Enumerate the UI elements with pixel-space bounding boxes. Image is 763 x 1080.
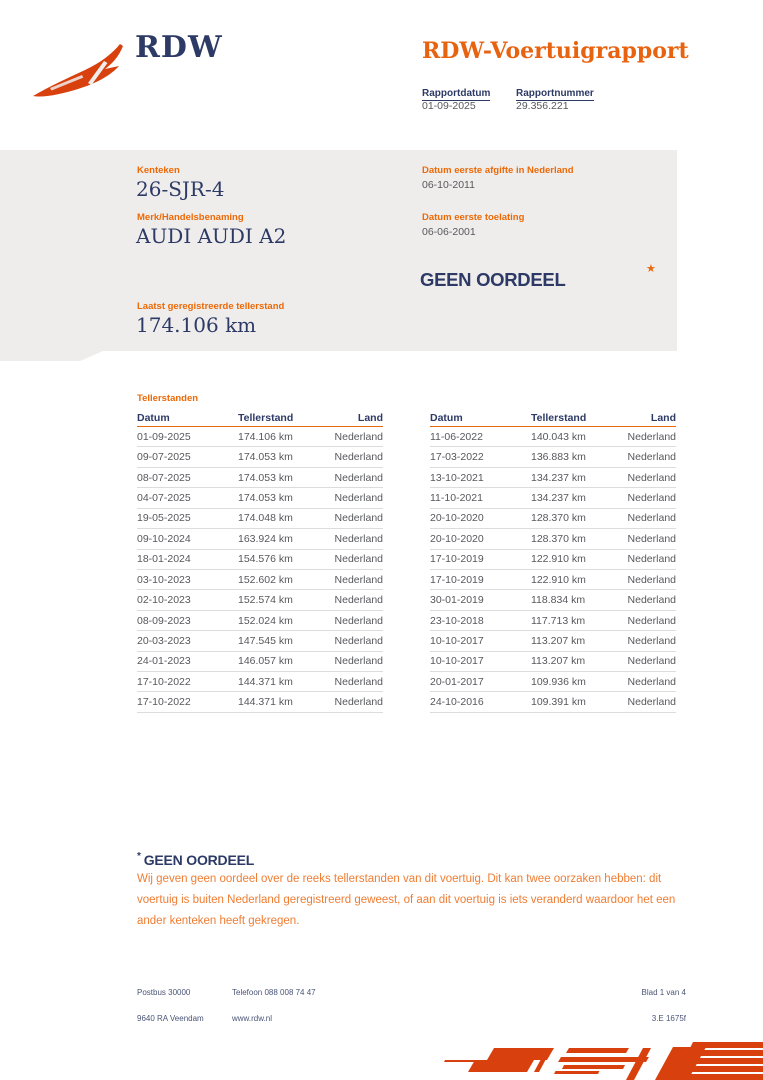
report-date-value: 01-09-2025 (422, 100, 476, 112)
table-row (430, 509, 676, 529)
eerste-toelating-label: Datum eerste toelating (422, 212, 525, 223)
table-row (430, 447, 676, 467)
table-row (430, 631, 676, 651)
cell-km: 122.910 km (531, 573, 586, 586)
cell-land: Nederland (334, 491, 383, 504)
cell-date: 01-09-2025 (137, 430, 191, 443)
cell-date: 03-10-2023 (137, 573, 191, 586)
table-header-row (430, 410, 676, 427)
table-row (137, 427, 383, 447)
cell-km: 152.574 km (238, 594, 293, 607)
cell-date: 17-10-2019 (430, 553, 484, 566)
summary-box-notch (0, 351, 103, 361)
cell-date: 08-09-2023 (137, 614, 191, 627)
cell-date: 10-10-2017 (430, 655, 484, 668)
cell-land: Nederland (334, 573, 383, 586)
cell-date: 18-01-2024 (137, 553, 191, 566)
cell-km: 174.053 km (238, 491, 293, 504)
cell-km: 154.576 km (238, 553, 293, 566)
page-title: RDW-Voertuigrapport (422, 38, 689, 64)
footnote-heading (137, 851, 254, 868)
cell-date: 11-06-2022 (430, 430, 483, 443)
cell-km: 113.207 km (531, 634, 586, 647)
table-header-row (137, 410, 383, 427)
cell-km: 140.043 km (531, 430, 586, 443)
table-body-left (137, 427, 383, 713)
cell-km: 163.924 km (238, 532, 293, 545)
footnote-title-text: GEEN OORDEEL (143, 852, 255, 868)
table-row (430, 550, 676, 570)
cell-date: 19-05-2025 (137, 512, 191, 525)
footer-website: www.rdw.nl (232, 1014, 273, 1023)
cell-km: 152.602 km (238, 573, 293, 586)
cell-date: 24-10-2016 (430, 696, 484, 709)
summary-box-background (0, 150, 677, 351)
cell-land: Nederland (627, 532, 676, 545)
cell-date: 23-10-2018 (430, 614, 484, 627)
cell-land: Nederland (627, 573, 676, 586)
table-row (430, 590, 676, 610)
cell-land: Nederland (334, 451, 383, 464)
table-row (430, 611, 676, 631)
cell-km: 174.053 km (238, 471, 293, 484)
cell-land: Nederland (334, 471, 383, 484)
table-row (430, 468, 676, 488)
cell-date: 20-10-2020 (430, 532, 484, 545)
cell-km: 134.237 km (531, 491, 586, 504)
table-row (137, 509, 383, 529)
cell-date: 04-07-2025 (137, 491, 191, 504)
cell-land: Nederland (334, 634, 383, 647)
tellerstand-value: 174.106 km (136, 313, 257, 337)
cell-date: 17-03-2022 (430, 451, 484, 464)
table-row (430, 652, 676, 672)
cell-km: 128.370 km (531, 512, 586, 525)
merk-value: AUDI AUDI A2 (136, 224, 287, 248)
cell-date: 30-01-2019 (430, 594, 484, 607)
column-header-land: Land (357, 412, 383, 424)
cell-land: Nederland (334, 655, 383, 668)
cell-km: 174.106 km (238, 430, 293, 443)
verdict-text: GEEN OORDEEL (420, 269, 566, 290)
column-header-tellerstand: Tellerstand (238, 412, 294, 424)
cell-date: 20-01-2017 (430, 675, 484, 688)
cell-km: 136.883 km (531, 451, 586, 464)
cell-land: Nederland (627, 451, 676, 464)
eerste-afgifte-label: Datum eerste afgifte in Nederland (422, 165, 574, 176)
footer-address-line1: Postbus 30000 (137, 988, 191, 997)
table-row (137, 652, 383, 672)
cell-land: Nederland (334, 430, 383, 443)
cell-km: 113.207 km (531, 655, 586, 668)
cell-date: 20-10-2020 (430, 512, 484, 525)
cell-km: 152.024 km (238, 614, 293, 627)
cell-date: 11-10-2021 (430, 491, 483, 504)
table-row (430, 672, 676, 692)
cell-date: 24-01-2023 (137, 655, 191, 668)
cell-date: 02-10-2023 (137, 594, 191, 607)
cell-land: Nederland (627, 614, 676, 627)
cell-km: 146.057 km (238, 655, 293, 668)
table-row (137, 550, 383, 570)
eerste-toelating-value: 06-06-2001 (422, 226, 476, 238)
odometer-table-left (137, 410, 383, 713)
cell-land: Nederland (334, 532, 383, 545)
cell-date: 08-07-2025 (137, 471, 191, 484)
footnote-body-text: Wij geven geen oordeel over de reeks tellerstanden van dit voertuig. Dit kan twee oorzaken hebben: dit voertuig is buiten Nederland geregistreerd geweest, of aan dit voertuig is iets veranderd waardoor het een ander kenteken heeft gekregen. (137, 873, 676, 927)
kenteken-label: Kenteken (137, 165, 180, 176)
table-row (430, 529, 676, 549)
cell-land: Nederland (627, 512, 676, 525)
footer-address-line2: 9640 RA Veendam (137, 1014, 204, 1023)
tellerstanden-section-title: Tellerstanden (137, 393, 199, 404)
table-row (137, 672, 383, 692)
cell-km: 109.391 km (531, 696, 586, 709)
cell-date: 10-10-2017 (430, 634, 484, 647)
cell-km: 109.936 km (531, 675, 586, 688)
cell-land: Nederland (334, 675, 383, 688)
cell-land: Nederland (334, 614, 383, 627)
footer-page-number: Blad 1 van 4 (641, 988, 686, 997)
cell-land: Nederland (627, 471, 676, 484)
table-row (137, 570, 383, 590)
cell-land: Nederland (334, 594, 383, 607)
cell-km: 147.545 km (238, 634, 293, 647)
cell-date: 09-07-2025 (137, 451, 191, 464)
cell-land: Nederland (627, 553, 676, 566)
table-row (430, 427, 676, 447)
report-number-value: 29.356.221 (516, 100, 569, 112)
cell-date: 17-10-2022 (137, 696, 191, 709)
cell-date: 09-10-2024 (137, 532, 191, 545)
column-header-datum: Datum (430, 412, 463, 424)
cell-land: Nederland (627, 675, 676, 688)
cell-km: 118.834 km (531, 594, 586, 607)
kenteken-value: 26-SJR-4 (136, 177, 225, 201)
table-row (137, 447, 383, 467)
cell-land: Nederland (334, 512, 383, 525)
column-header-datum: Datum (137, 412, 170, 424)
verdict-asterisk-icon: ★ (646, 263, 656, 275)
cell-km: 122.910 km (531, 553, 586, 566)
cell-land: Nederland (627, 430, 676, 443)
footer-phone: Telefoon 088 008 74 47 (232, 988, 316, 997)
table-row (430, 692, 676, 712)
odometer-table-right (430, 410, 676, 713)
eerste-afgifte-value: 06-10-2011 (422, 179, 475, 191)
table-row (430, 570, 676, 590)
cell-km: 128.370 km (531, 532, 586, 545)
cell-date: 20-03-2023 (137, 634, 191, 647)
cell-land: Nederland (627, 634, 676, 647)
cell-date: 13-10-2021 (430, 471, 484, 484)
cell-km: 144.371 km (238, 675, 293, 688)
cell-km: 117.713 km (531, 614, 586, 627)
cell-km: 174.048 km (238, 512, 293, 525)
cell-land: Nederland (627, 696, 676, 709)
column-header-tellerstand: Tellerstand (531, 412, 587, 424)
cell-land: Nederland (627, 491, 676, 504)
table-row (137, 631, 383, 651)
merk-label: Merk/Handelsbenaming (137, 212, 244, 223)
cell-land: Nederland (334, 553, 383, 566)
table-row (137, 529, 383, 549)
cell-km: 134.237 km (531, 471, 586, 484)
table-row (137, 692, 383, 712)
cell-land: Nederland (627, 594, 676, 607)
table-row (137, 611, 383, 631)
cell-date: 17-10-2019 (430, 573, 484, 586)
rdw-logo-wordmark: RDW (135, 30, 223, 65)
rdw-speed-stripes-graphic (430, 1041, 763, 1080)
cell-date: 17-10-2022 (137, 675, 191, 688)
table-row (137, 488, 383, 508)
footer-doc-code: 3.E 1675f (651, 1014, 686, 1023)
report-date-label: Rapportdatum (422, 88, 491, 99)
cell-land: Nederland (334, 696, 383, 709)
table-row (430, 488, 676, 508)
rdw-flag-logo-icon (30, 40, 130, 102)
footnote-asterisk: * (137, 851, 141, 862)
column-header-land: Land (650, 412, 676, 424)
table-row (137, 590, 383, 610)
report-number-label: Rapportnummer (516, 88, 594, 99)
cell-km: 144.371 km (238, 696, 293, 709)
table-body-right (430, 427, 676, 713)
cell-km: 174.053 km (238, 451, 293, 464)
tellerstand-label: Laatst geregistreerde tellerstand (137, 301, 285, 312)
table-row (137, 468, 383, 488)
cell-land: Nederland (627, 655, 676, 668)
